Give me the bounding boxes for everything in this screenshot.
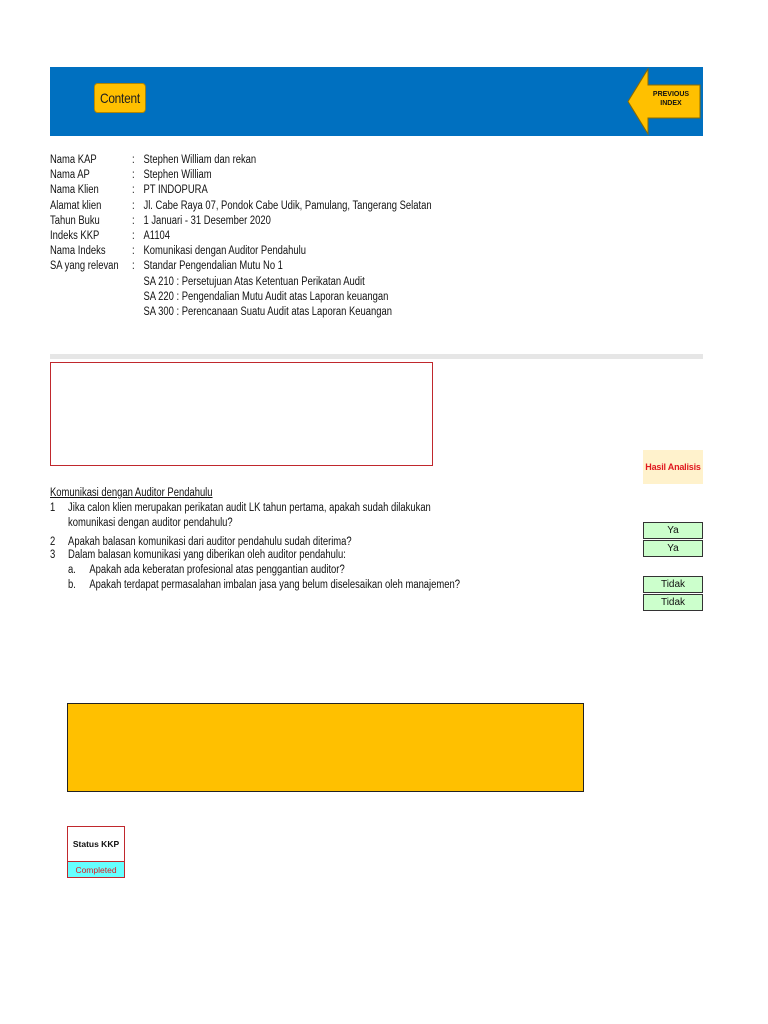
info-colon: : (132, 184, 135, 197)
question-1-continued: komunikasi dengan auditor pendahulu? (68, 517, 233, 529)
info-label: Nama AP (50, 169, 90, 182)
content-button[interactable]: Content (94, 83, 146, 113)
conclusion-box[interactable] (67, 703, 584, 792)
info-label: Nama Klien (50, 184, 99, 197)
notes-box[interactable] (50, 362, 433, 466)
question-3a: a. Apakah ada keberatan profesional atas penggantian auditor? (68, 564, 345, 576)
questions-section (50, 486, 460, 593)
info-label: Indeks KKP (50, 229, 100, 242)
info-label: Nama Indeks (50, 245, 106, 258)
info-label: Tahun Buku (50, 214, 100, 227)
info-colon: : (132, 169, 135, 182)
info-colon: : (132, 199, 135, 212)
previous-index-button[interactable] (626, 67, 703, 136)
question-3b: b. Apakah terdapat permasalahan imbalan jasa yang belum diselesaikan oleh manajemen? (68, 579, 460, 591)
info-colon: : (132, 154, 135, 166)
answer-cell-q3a[interactable]: Tidak (643, 576, 703, 593)
info-value: Stephen William dan rekan (143, 154, 257, 166)
answer-cell-q1[interactable]: Ya (643, 522, 703, 539)
info-label: Nama KAP (50, 154, 97, 166)
status-kkp-label: Status KKP (67, 826, 125, 861)
section-title: Komunikasi dengan Auditor Pendahulu (50, 487, 213, 499)
question-3: 3 Dalam balasan komunikasi yang diberikan oleh auditor pendahulu: (50, 549, 346, 561)
info-colon: : (132, 245, 135, 258)
info-colon: : (132, 214, 135, 227)
divider (50, 354, 703, 359)
info-colon: : (132, 229, 135, 242)
info-value: Jl. Cabe Raya 07, Pondok Cabe Udik, Pamulang, Tangerang Selatan (143, 199, 432, 212)
question-1: 1 Jika calon klien merupakan perikatan audit LK tahun pertama, apakah sudah dilakukan (50, 502, 431, 514)
info-value: 1 Januari - 31 Desember 2020 (143, 214, 271, 227)
info-value: Standar Pengendalian Mutu No 1 (143, 260, 283, 273)
answer-cell-q2[interactable]: Ya (643, 540, 703, 557)
previous-index-label: PREVIOUS INDEX (652, 91, 690, 107)
info-value: PT INDOPURA (143, 184, 208, 197)
header-banner (50, 67, 703, 136)
info-value: A1104 (143, 229, 171, 242)
info-value: Komunikasi dengan Auditor Pendahulu (143, 245, 307, 258)
info-colon: : (132, 260, 135, 273)
question-2: 2 Apakah balasan komunikasi dari auditor pendahulu sudah diterima? (50, 536, 352, 548)
status-kkp-value[interactable]: Completed (67, 861, 125, 878)
answer-cell-q3b[interactable]: Tidak (643, 594, 703, 611)
info-label: SA yang relevan (50, 260, 119, 273)
info-label: Alamat klien (50, 199, 102, 212)
info-value: Stephen William (143, 169, 212, 182)
hasil-analisis-label: Hasil Analisis (643, 450, 703, 484)
